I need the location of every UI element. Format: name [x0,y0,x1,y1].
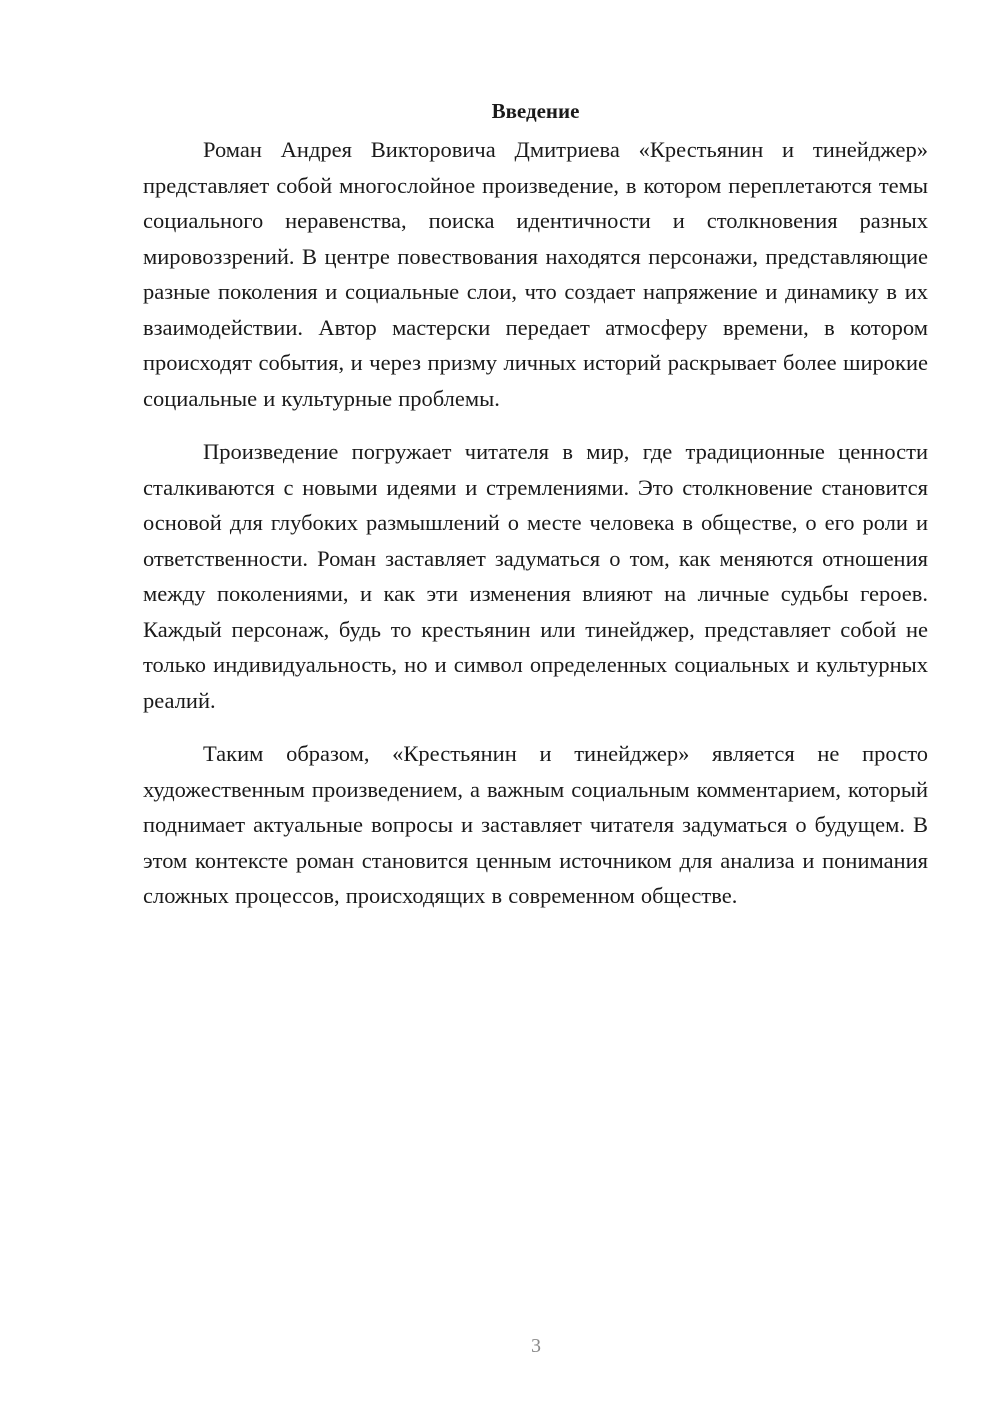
paragraph-2: Произведение погружает читателя в мир, где традиционные ценности сталкиваются с новыми идеями и стремлениями. Это столкновение становится основой для глубоких размышлений о месте человека в обществе, о его роли и ответственности. Роман заставляет задуматься о том, как меняются отношения между поколениями, и как эти изменения влияют на личные судьбы героев. Каждый персонаж, будь то крестьянин или тинейджер, представляет собой не только индивидуальность, но и символ определенных социальных и культурных реалий. [143,439,928,713]
page-number: 3 [531,1335,541,1357]
paragraph-3: Таким образом, «Крестьянин и тинейджер» является не просто художественным произведением, а важным социальным комментарием, который поднимает актуальные вопросы и заставляет читателя задуматься о будущем. В этом контексте роман становится ценным источником для анализа и понимания сложных процессов, происходящих в современном обществе. [143,741,928,908]
paragraph-1: Роман Андрея Викторовича Дмитриева «Крестьянин и тинейджер» представляет собой многослойное произведение, в котором переплетаются темы социального неравенства, поиска идентичности и столкновения разных мировоззрений. В центре повествования находятся персонажи, представляющие разные поколения и социальные слои, что создает напряжение и динамику в их взаимодействии. Автор мастерски передает атмосферу времени, в котором происходят события, и через призму личных историй раскрывает более широкие социальные и культурные проблемы. [143,137,928,411]
page-content [143,97,928,914]
section-heading: Введение [491,99,580,123]
